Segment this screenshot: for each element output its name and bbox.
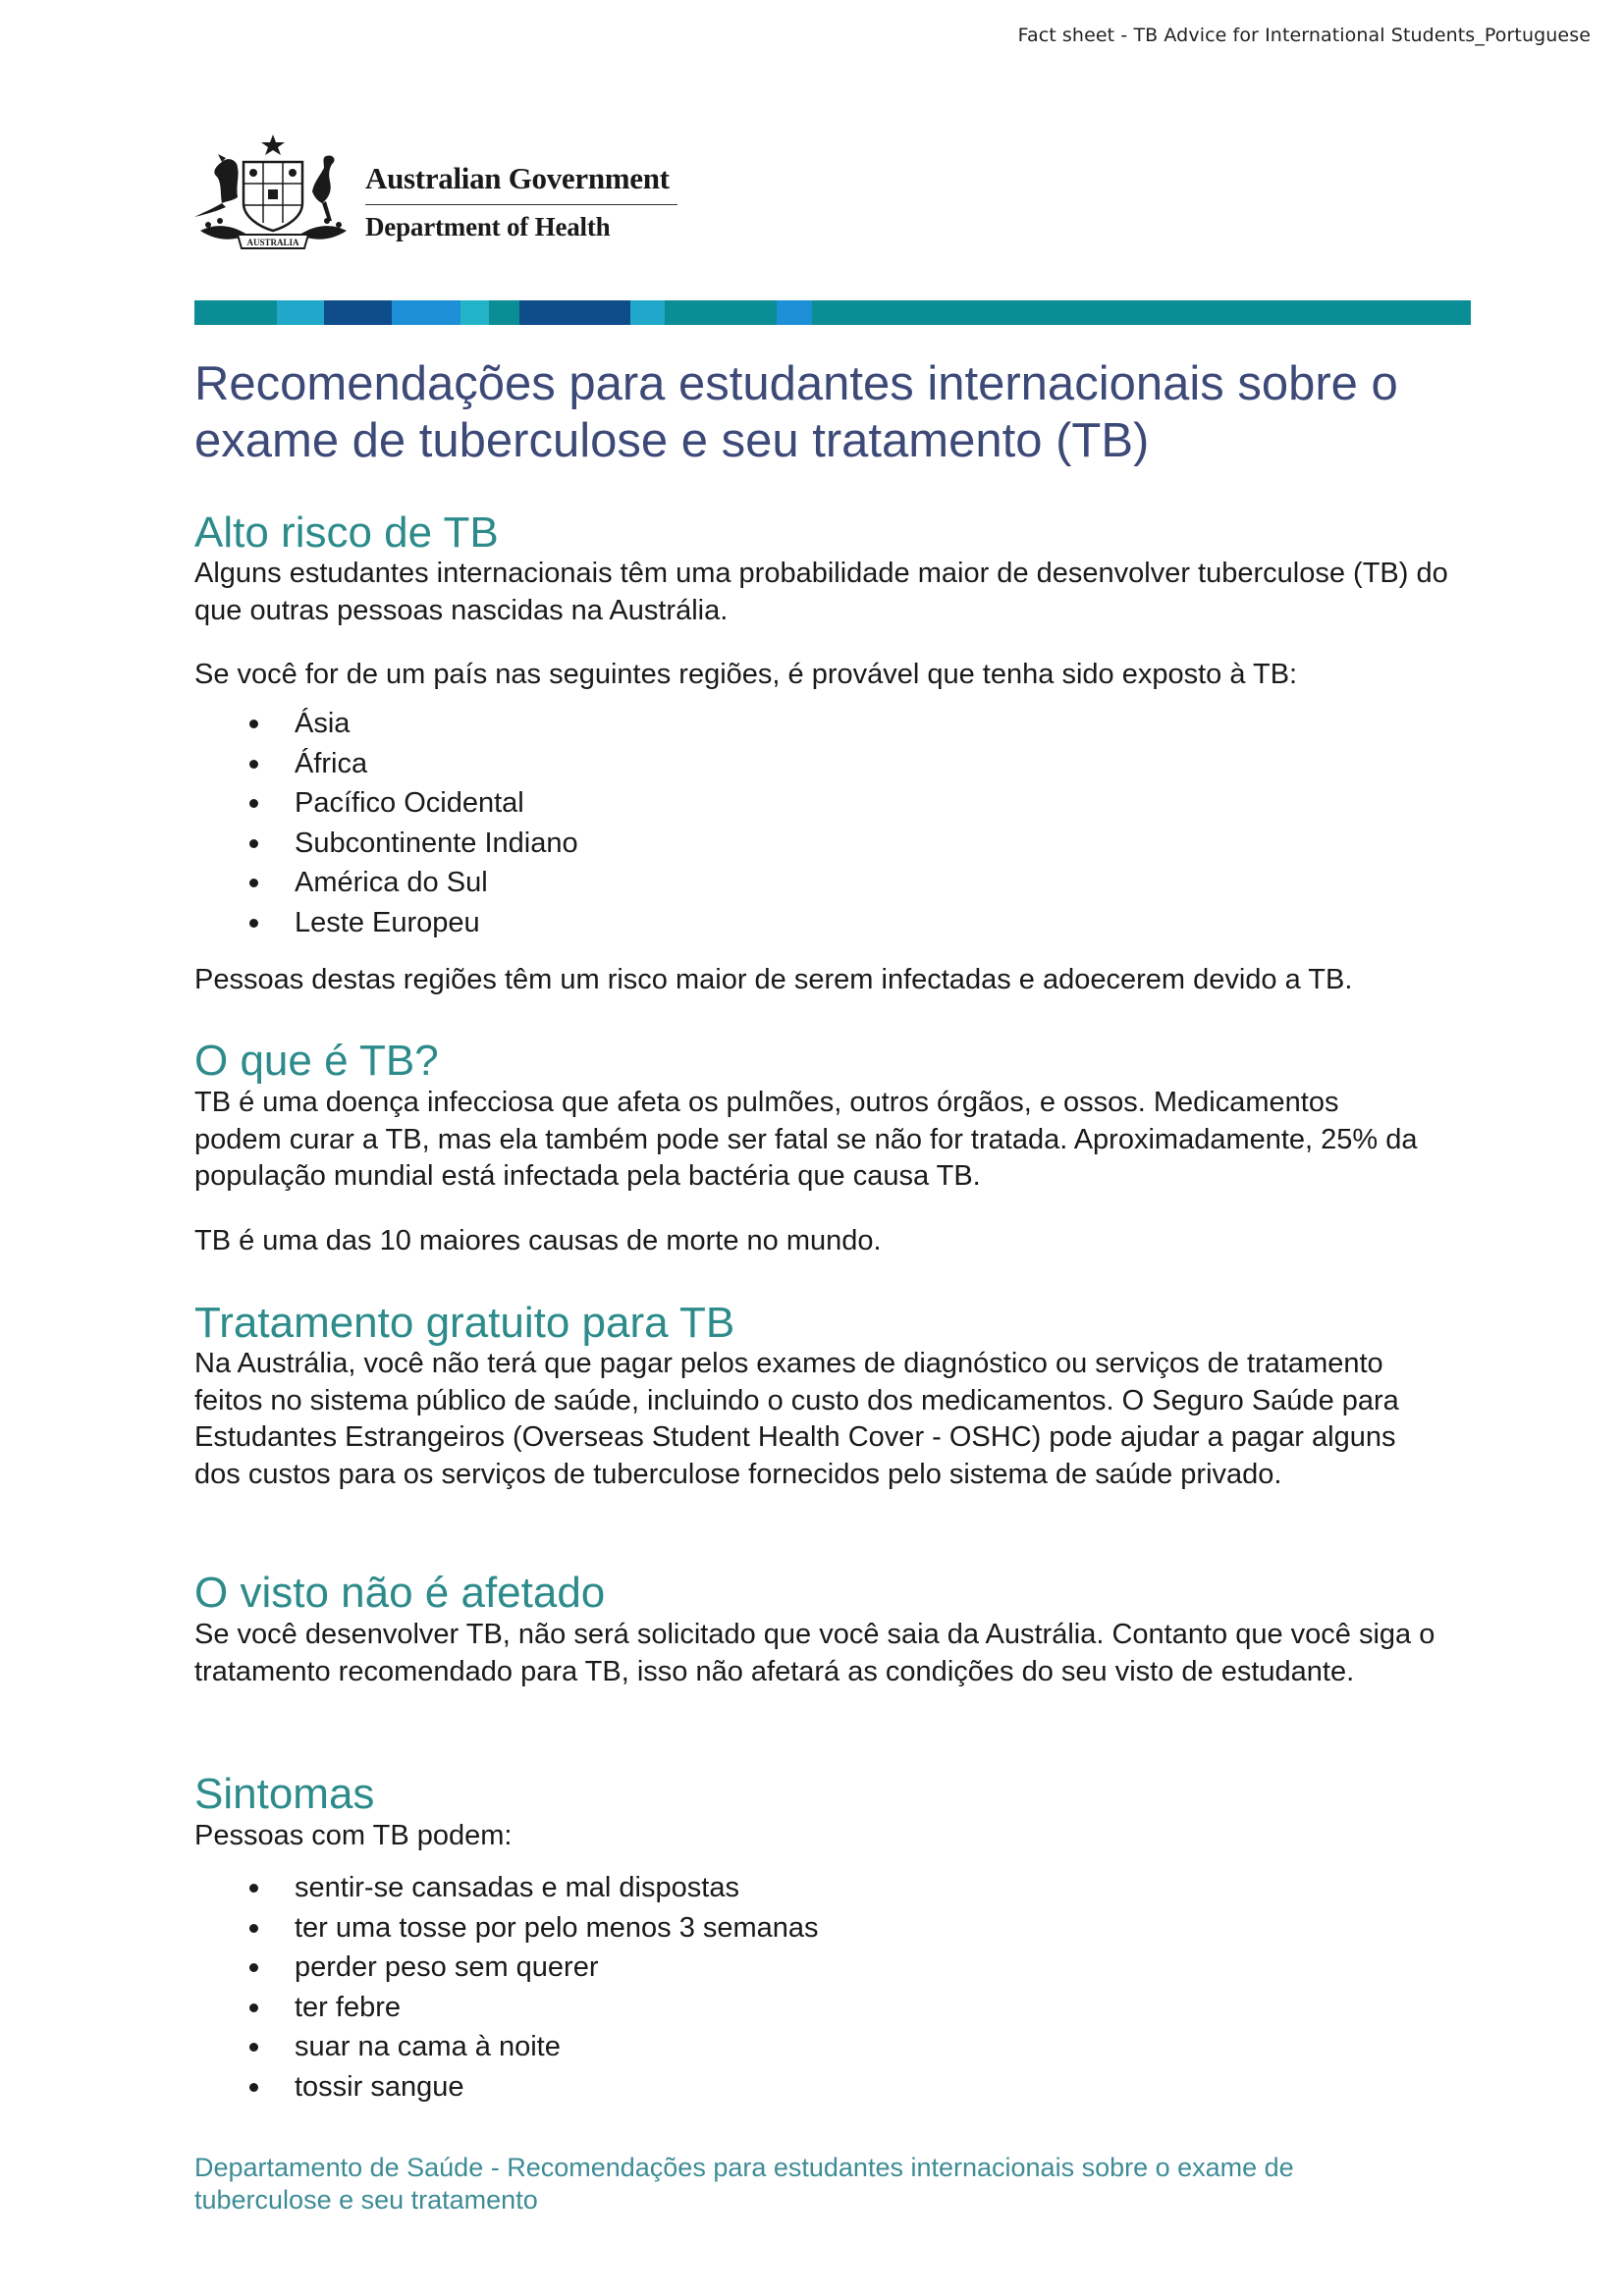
decorative-color-bar [194, 300, 1471, 325]
color-bar-segment [489, 300, 519, 325]
logo-line-department: Department of Health [365, 212, 611, 241]
list-item: Ásia [194, 704, 578, 744]
list-item: África [194, 744, 578, 784]
paragraph: Alguns estudantes internacionais têm uma probabilidade maior de desenvolver tuberculose (TB) do que outras pessoas nascidas na Austrália. [194, 558, 1448, 626]
color-bar-segment [324, 300, 392, 325]
list-item: sentir-se cansadas e mal dispostas [194, 1868, 819, 1908]
paragraph: Pessoas destas regiões têm um risco maior de serem infectadas e adoecerem devido a TB. [194, 964, 1353, 995]
section-heading-symptoms: Sintomas [194, 1770, 375, 1818]
list-item: Subcontinente Indiano [194, 824, 578, 864]
list-item: ter febre [194, 1988, 819, 2028]
color-bar-segment [277, 300, 324, 325]
color-bar-segment [519, 300, 630, 325]
paragraph: Se você desenvolver TB, não será solicitado que você saia da Austrália. Contanto que você siga o tratamento recomendado para TB, isso não afetará as condições do seu visto de estudante. [194, 1619, 1435, 1687]
header-note: Fact sheet - TB Advice for International Students_Portuguese [1017, 25, 1591, 46]
color-bar-segment [777, 300, 812, 325]
paragraph: Na Austrália, você não terá que pagar pelos exames de diagnóstico ou serviços de tratamento feitos no sistema público de saúde, incluindo o custo dos medicamentos. O Seguro Saúde para Estudantes Estrangeiros (Overseas Student Health Cover - OSHC) pode ajudar a pagar alguns dos custos para os serviços de tuberculose fornecidos pelo sistema de saúde privado. [194, 1348, 1399, 1490]
paragraph: Pessoas com TB podem: [194, 1820, 513, 1851]
document-title: Recomendações para estudantes internacionais sobre o exame de tuberculose e seu tratamento (TB) [194, 357, 1398, 467]
color-bar-segment [630, 300, 665, 325]
crest-ribbon-text: AUSTRALIA [246, 238, 299, 247]
section-heading-visa: O visto não é afetado [194, 1569, 606, 1617]
paragraph: TB é uma doença infecciosa que afeta os pulmões, outros órgãos, e ossos. Medicamentos podem curar a TB, mas ela também pode ser fatal se não for tratada. Aproximadamente, 25% da população mundial está infectada pela bactéria que causa TB. [194, 1087, 1418, 1192]
footer: Departamento de Saúde - Recomendações para estudantes internacionais sobre o exame de tuberculose e seu tratamento [194, 2153, 1294, 2215]
section-heading-free-treatment: Tratamento gratuito para TB [194, 1299, 735, 1347]
color-bar-segment [392, 300, 460, 325]
paragraph: Se você for de um país nas seguintes regiões, é provável que tenha sido exposto à TB: [194, 659, 1298, 690]
regions-list [194, 704, 578, 942]
section-heading-high-risk: Alto risco de TB [194, 508, 499, 557]
list-item: perder peso sem querer [194, 1948, 819, 1988]
list-item: Pacífico Ocidental [194, 783, 578, 824]
symptoms-list [194, 1868, 819, 2107]
list-item: Leste Europeu [194, 903, 578, 943]
list-item: tossir sangue [194, 2067, 819, 2108]
section-heading-what-is-tb: O que é TB? [194, 1037, 439, 1085]
color-bar-segment [812, 300, 1471, 325]
government-logo [192, 133, 683, 255]
logo-line-government: Australian Government [365, 161, 670, 195]
color-bar-segment [665, 300, 777, 325]
list-item: suar na cama à noite [194, 2027, 819, 2067]
list-item: ter uma tosse por pelo menos 3 semanas [194, 1908, 819, 1949]
paragraph: TB é uma das 10 maiores causas de morte no mundo. [194, 1225, 882, 1256]
list-item: América do Sul [194, 863, 578, 903]
color-bar-segment [194, 300, 277, 325]
coat-of-arms-icon [192, 133, 354, 255]
color-bar-segment [460, 300, 489, 325]
logo-divider [365, 204, 677, 205]
